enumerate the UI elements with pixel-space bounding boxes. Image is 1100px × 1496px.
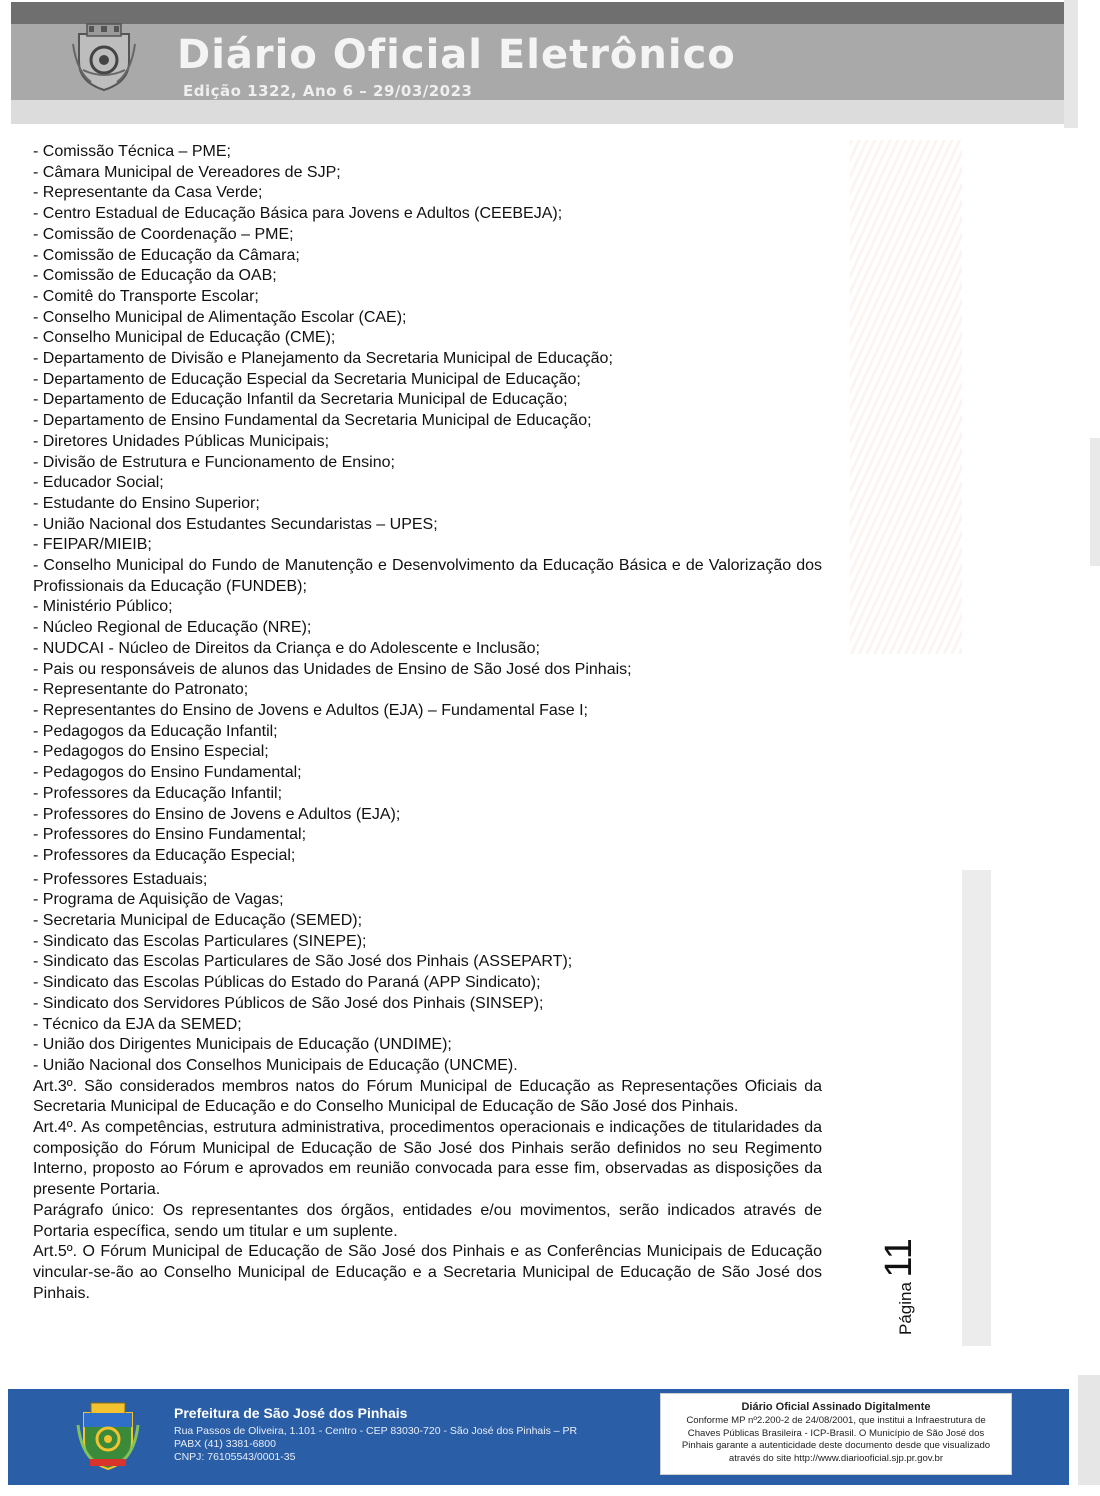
list-item: - Professores do Ensino de Jovens e Adultos (EJA); (33, 805, 401, 823)
list-item: - Pedagogos do Ensino Fundamental; (33, 764, 302, 782)
list-item: - Pedagogos da Educação Infantil; (33, 722, 278, 740)
list-item: - Comissão Técnica – PME; (33, 143, 231, 160)
article-4: Art.4º. As competências, estrutura administrativa, procedimentos operacionais e indicações de titularidades da composição do Fórum Municipal de Educação de São José dos Pinhais serão definidos no seu Regimento Interno, proposto ao Fórum e aprovados em reunião convocada para esse fim, observadas as disposições da presente Portaria. (33, 1119, 822, 1199)
list-item: - Pais ou responsáveis de alunos das Unidades de Ensino de São José dos Pinhais; (33, 660, 632, 678)
list-item: - Departamento de Divisão e Planejamento da Secretaria Municipal de Educação; (33, 350, 613, 368)
list-item: - Programa de Aquisição de Vagas; (33, 891, 284, 909)
list-item: - Sindicato das Escolas Particulares (SINEPE); (33, 932, 367, 950)
list-item: - Técnico da EJA da SEMED; (33, 1015, 242, 1033)
article-3: Art.3º. São considerados membros natos do Fórum Municipal de Educação as Representações Oficiais da Secretaria Municipal de Educação e do Conselho Municipal de Educação de São José dos Pinhais. (33, 1077, 822, 1116)
list-item: - Divisão de Estrutura e Funcionamento de Ensino; (33, 453, 395, 471)
digital-signature-box (660, 1393, 1012, 1475)
signature-title: Diário Oficial Assinado Digitalmente (741, 1401, 931, 1413)
list-item: - União Nacional dos Conselhos Municipais de Educação (UNCME). (33, 1056, 518, 1074)
list-item: - Representante da Casa Verde; (33, 184, 263, 202)
list-item: - Conselho Municipal de Educação (CME); (33, 329, 336, 347)
right-rail-decoration (1078, 1375, 1100, 1485)
list-item: - Representantes do Ensino de Jovens e Adultos (EJA) – Fundamental Fase I; (33, 701, 588, 719)
right-rail-decoration (1064, 0, 1078, 128)
list-item: - Centro Estadual de Educação Básica para Jovens e Adultos (CEEBEJA); (33, 205, 563, 223)
footer-org-name: Prefeitura de São José dos Pinhais (174, 1405, 408, 1421)
list-item: - Ministério Público; (33, 598, 173, 616)
list-item: - Departamento de Educação Infantil da Secretaria Municipal de Educação; (33, 391, 568, 409)
footer-phone: PABX (41) 3381-6800 (174, 1438, 276, 1450)
list-item: - Pedagogos do Ensino Especial; (33, 743, 269, 761)
header-top-strip (11, 2, 1064, 24)
list-item: - Professores da Educação Especial; (33, 846, 296, 864)
footer-address: Rua Passos de Oliveira, 1.101 - Centro - CEP 83030-720 - São José dos Pinhais – PR (174, 1425, 578, 1437)
edition-info: Edição 1322, Ano 6 – 29/03/2023 (183, 82, 473, 100)
list-item: - Departamento de Ensino Fundamental da Secretaria Municipal de Educação; (33, 412, 592, 430)
document-body (33, 142, 822, 1304)
header-bottom-strip (11, 100, 1064, 124)
list-item: - Secretaria Municipal de Educação (SEMED); (33, 912, 363, 930)
list-item: - União dos Dirigentes Municipais de Educação (UNDIME); (33, 1036, 452, 1054)
list-item: - Comitê do Transporte Escolar; (33, 287, 259, 305)
list-item: - Estudante do Ensino Superior; (33, 494, 260, 512)
list-item: - Professores do Ensino Fundamental; (33, 826, 307, 844)
list-item: - União Nacional dos Estudantes Secundaristas – UPES; (33, 515, 438, 533)
list-item: - Educador Social; (33, 474, 164, 492)
page-label: Página (896, 1282, 915, 1335)
footer-banner (8, 1389, 1069, 1485)
list-item: - Representante do Patronato; (33, 681, 249, 699)
list-item: - Sindicato das Escolas Particulares de São José dos Pinhais (ASSEPART); (33, 953, 573, 971)
signature-text: Conforme MP nº2.200-2 de 24/08/2001, que institui a Infraestrutura de Chaves Públicas Brasileira - ICP-Brasil. O Município de São José dos Pinhais garante a autenticidade deste documento desde que visualizado através do site http://www.diariooficial.sjp.pr.gov.br (681, 1415, 991, 1464)
paragrafo-unico: Parágrafo único: Os representantes dos órgãos, entidades e/ou movimentos, serão indicados através de Portaria específica, sendo um titular e um suplente. (33, 1201, 822, 1240)
right-rail-decoration (1090, 438, 1100, 566)
list-item: - Diretores Unidades Públicas Municipais; (33, 432, 330, 450)
list-item: - Sindicato das Escolas Públicas do Estado do Paraná (APP Sindicato); (33, 974, 541, 992)
header-banner (11, 2, 1064, 124)
newspaper-title: Diário Oficial Eletrônico (177, 32, 736, 78)
coat-of-arms-icon (71, 22, 137, 92)
list-item: - Conselho Municipal de Alimentação Escolar (CAE); (33, 308, 407, 326)
list-item: - NUDCAI - Núcleo de Direitos da Criança e do Adolescente e Inclusão; (33, 639, 540, 657)
page-number-value: 11 (878, 1238, 920, 1278)
list-item: - Professores da Educação Infantil; (33, 784, 283, 802)
list-item: - Câmara Municipal de Vereadores de SJP; (33, 163, 341, 181)
list-item: - Núcleo Regional de Educação (NRE); (33, 619, 312, 637)
side-watermark-pattern (850, 140, 962, 654)
list-item: - Comissão de Educação da OAB; (33, 267, 277, 285)
list-item: - Comissão de Coordenação – PME; (33, 225, 294, 243)
page-number-strip (962, 870, 991, 1346)
list-item: - Comissão de Educação da Câmara; (33, 246, 300, 264)
list-item: - Departamento de Educação Especial da Secretaria Municipal de Educação; (33, 370, 581, 388)
article-5: Art.5º. O Fórum Municipal de Educação de São José dos Pinhais e as Conferências Municipais de Educação vincular-se-ão ao Conselho Municipal de Educação e a Secretaria Municipal de Educação de São José dos Pinhais. (33, 1243, 822, 1302)
list-item: - Sindicato dos Servidores Públicos de São José dos Pinhais (SINSEP); (33, 994, 544, 1012)
list-item-long: - Conselho Municipal do Fundo de Manutenção e Desenvolvimento da Educação Básica e de Valorização dos Profissionais da Educação (FUNDEB); (33, 557, 822, 595)
footer-cnpj: CNPJ: 76105543/0001-35 (174, 1451, 296, 1463)
list-item: - Professores Estaduais; (33, 870, 208, 888)
page-number (878, 1238, 921, 1335)
coat-of-arms-icon (76, 1401, 140, 1471)
list-item: - FEIPAR/MIEIB; (33, 536, 152, 554)
